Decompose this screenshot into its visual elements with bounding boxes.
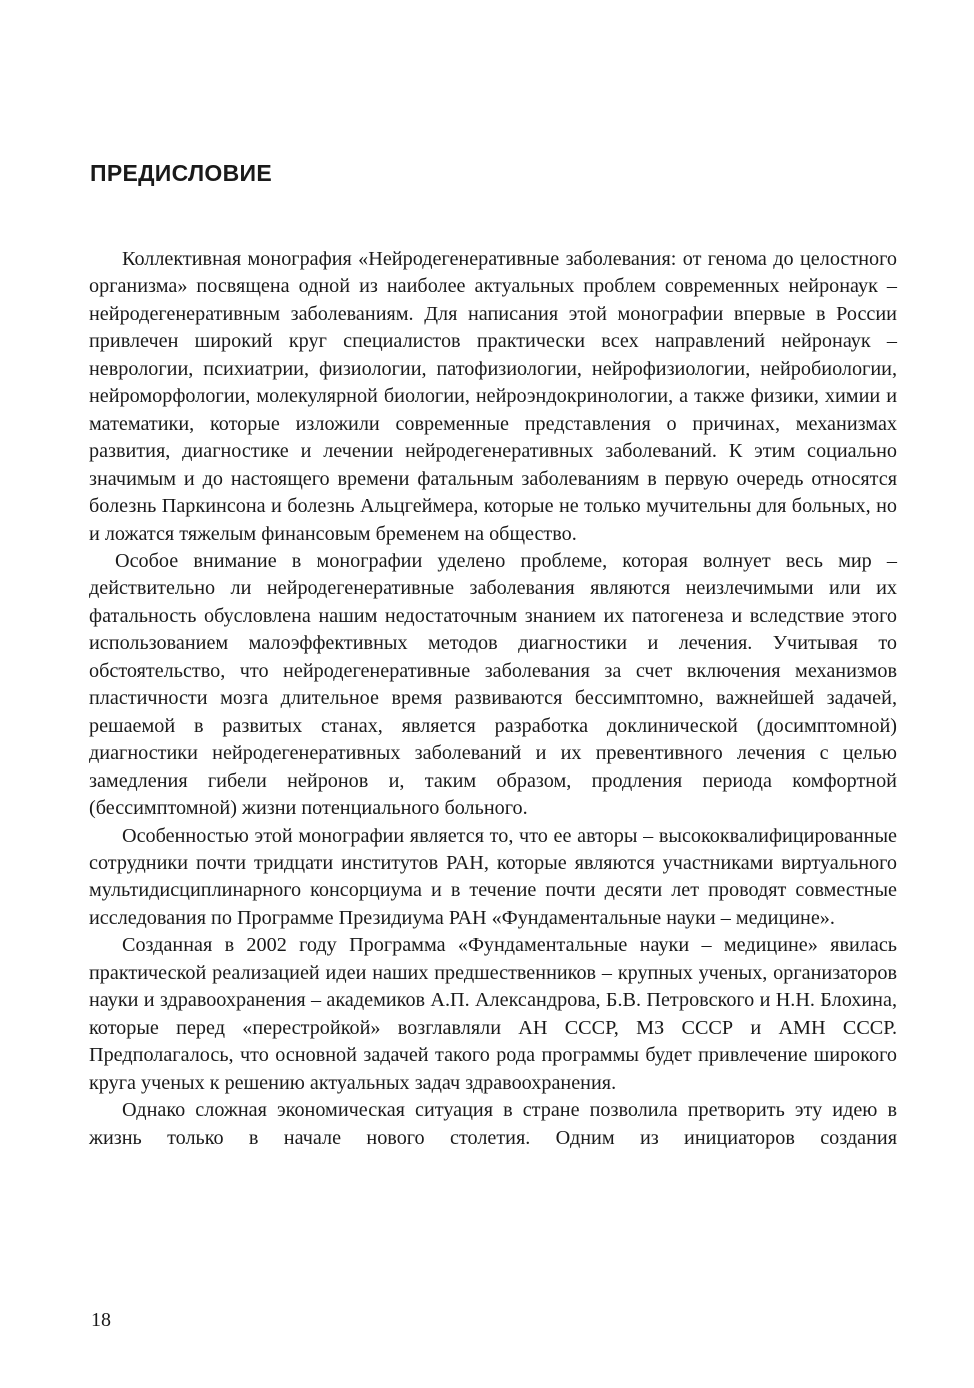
paragraph-2: Особое внимание в монографии уделено проблеме, которая волнует весь мир – действительно ли нейродегенеративные заболевания являются неизлечимыми или их фатальность обусловлена нашим недостаточным знанием их патогенеза и вследствие этого использованием малоэффективных методов диагностики и лечения. Учитывая то обстоятельство, что нейродегенеративные заболевания за счет включения механизмов пластичности мозга длительное время развиваются бессимптомно, важнейшей задачей, решаемой в развитых станах, является разработка доклинической (досимптомной) диагностики нейродегенеративных заболеваний и их превентивного лечения с целью замедления гибели нейронов и, таким образом, продления периода комфортной (бессимптомной) жизни потенциального больного. [89, 549, 897, 820]
page-number: 18 [91, 1309, 111, 1331]
paragraph-1: Коллективная монография «Нейродегенеративные заболевания: от генома до целостного организма» посвящена одной из наиболее актуальных проблем современных нейронаук – нейродегенеративным заболеваниям. Для написания этой монографии впервые в России привлечен широкий круг специалистов практически всех направлений нейронаук – неврологии, психиатрии, физиологии, патофизиологии, нейрофизиологии, нейробиологии, нейроморфологии, молекулярной биологии, нейроэндокринологии, а также физики, химии и математики, которые изложили современные представления о причинах, механизмах развития, диагностике и лечении нейродегенеративных заболеваний. К этим социально значимым и до настоящего времени фатальным заболеваниям в первую очередь относятся болезнь Паркинсона и болезнь Альцгеймера, которые не только мучительны для больных, но и ложатся тяжелым финансовым бременем на общество. [89, 248, 897, 545]
page-heading: ПРЕДИСЛОВИЕ [90, 160, 272, 186]
paragraph-4: Созданная в 2002 году Программа «Фундаментальные науки – медицине» явилась практической реализацией идеи наших предшественников – крупных ученых, организаторов науки и здравоохранения – академиков А.П. Александрова, Б.В. Петровского и Н.Н. Блохина, которые перед «перестройкой» возглавляли АН СССР, МЗ СССР и АМН СССР. Предполагалось, что основной задачей такого рода программы будет привлечение широкого круга ученых к решению актуальных задач здравоохранения. [89, 934, 897, 1094]
paragraph-3: Особенностью этой монографии является то, что ее авторы – высококвалифицированные сотрудники почти тридцати институтов РАН, которые являются участниками виртуального мультидисциплинарного консорциума и в течение почти десяти лет проводят совместные исследования по Программе Президиума РАН «Фундаментальные науки – медицине». [89, 824, 897, 929]
body-text [89, 246, 897, 1152]
paragraph-5: Однако сложная экономическая ситуация в стране позволила претворить эту идею в жизнь только в начале нового столетия. Одним из инициаторов создания [89, 1099, 897, 1149]
